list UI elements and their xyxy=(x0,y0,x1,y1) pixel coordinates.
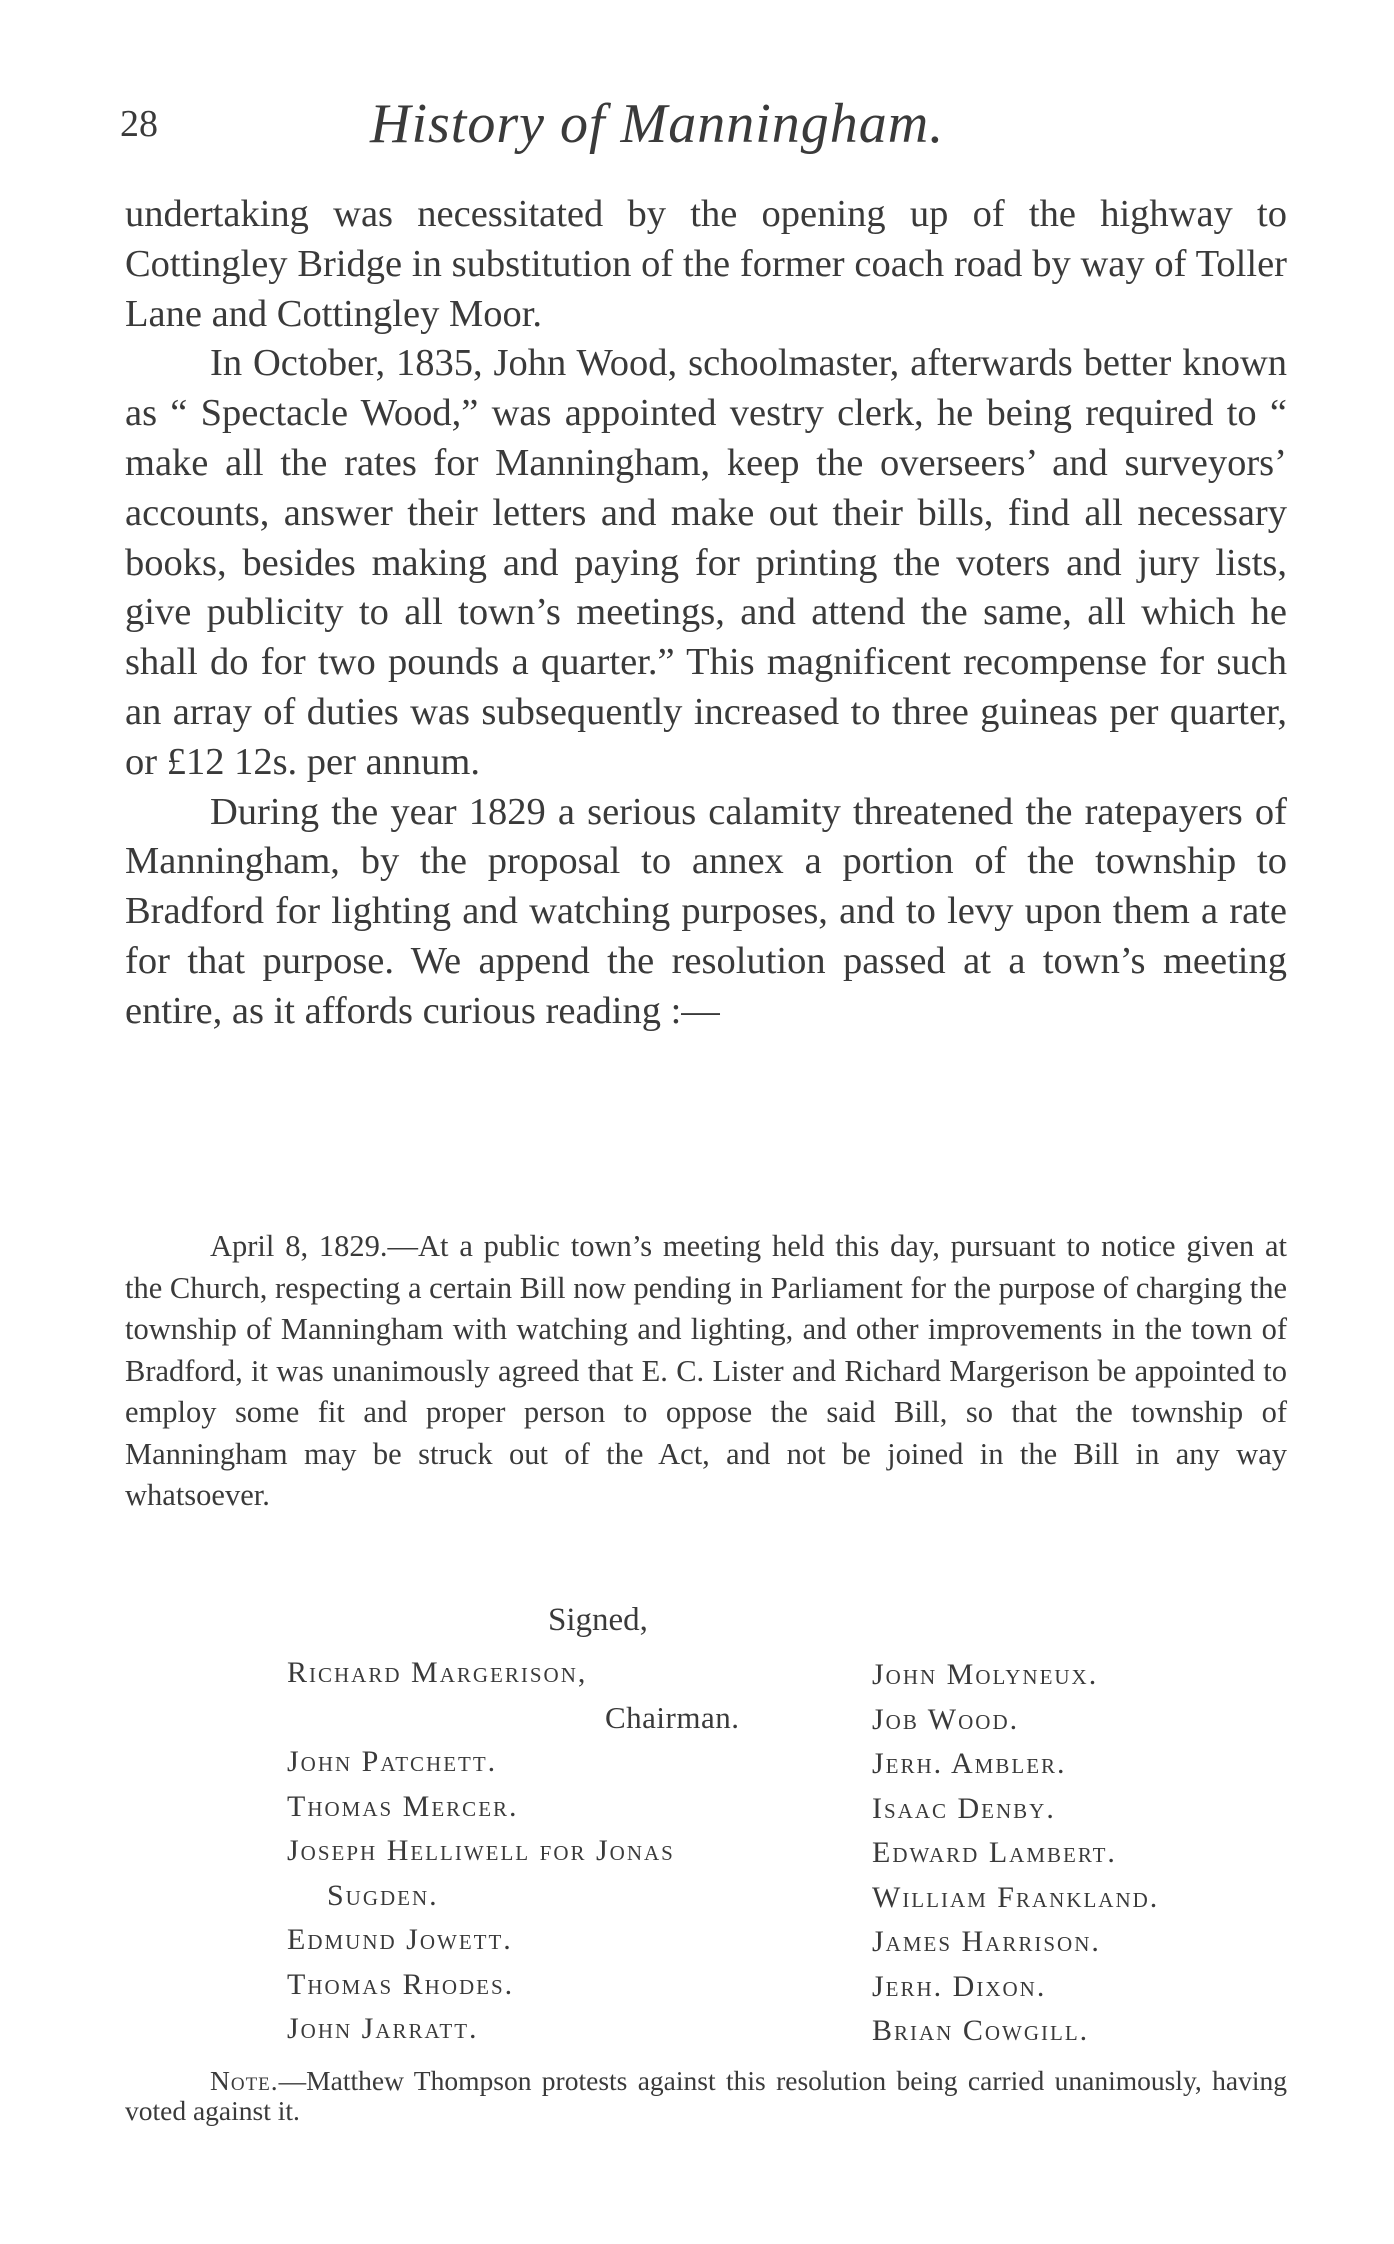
page-number: 28 xyxy=(120,103,158,145)
signatory: Isaac Denby. xyxy=(872,1791,1056,1825)
signatories-left-column xyxy=(287,1651,740,2052)
signatory: James Harrison. xyxy=(872,1925,1101,1958)
signatory: Thomas Mercer. xyxy=(287,1789,519,1823)
running-title: History of Manningham. xyxy=(370,93,945,155)
paragraph-continuation: undertaking was necessitated by the opening up of the highway to Cottingley Bridge in substitution of the former coach road by way of Toller Lane and Cottingley Moor. xyxy=(125,193,1287,335)
signatories-right-column xyxy=(872,1653,1159,2054)
signatory: John Molyneux. xyxy=(872,1658,1099,1691)
signatory-role: Chairman. xyxy=(605,1699,740,1735)
signatory: Richard Margerison, xyxy=(287,1656,588,1689)
signatory: Brian Cowgill. xyxy=(872,2014,1090,2047)
paragraph-vestry-clerk: In October, 1835, John Wood, schoolmaster, afterwards better known as “ Spectacle Wood,” was appointed vestry clerk, he being required to “ make all the rates for Manningham, keep the overseers’ and surveyors’ accounts, answer their letters and make out their bills, find all necessary books, besides making and paying for printing the voters and jury lists, give publicity to all town’s meetings, and attend the same, all which he shall do for two pounds a quarter.” This magnificent recompense for such an array of duties was subsequently increased to three guineas per quarter, or £12 12s. per annum. xyxy=(125,342,1287,783)
footnote-paragraph xyxy=(125,2066,1287,2126)
body-text xyxy=(125,190,1287,1037)
signatory-continuation: Sugden. xyxy=(327,1878,439,1912)
signatory: Job Wood. xyxy=(872,1702,1020,1736)
resolution-text: April 8, 1829.—At a public town’s meeting held this day, pursuant to notice given at the Church, respecting a certain Bill now pending in Parliament for the purpose of charging the township of Manningham with watching and lighting, and other improvements in the town of Bradford, it was unanimously agreed that E. C. Lister and Richard Margerison be appointed to employ some fit and proper person to oppose the said Bill, so that the township of Manningham may be struck out of the Act, and not be joined in the Bill in any way whatsoever. xyxy=(125,1229,1287,1512)
page-header xyxy=(120,92,1290,162)
signatory: Edward Lambert. xyxy=(872,1836,1117,1869)
footnote-text: —Matthew Thompson protests against this resolution being carried unanimously, having voted against it. xyxy=(125,2065,1287,2126)
footnote xyxy=(125,2066,1287,2126)
resolution-quote xyxy=(125,1226,1287,1517)
signatory: Thomas Rhodes. xyxy=(287,1967,515,2001)
signatory: John Patchett. xyxy=(287,1745,498,1778)
paragraph-1829-calamity: During the year 1829 a serious calamity threatened the ratepayers of Manningham, by the proposal to annex a portion of the township to Bradford for lighting and watching purposes, and to levy upon them a rate for that purpose. We append the resolution passed at a town’s meeting entire, as it affords curious reading :— xyxy=(125,790,1287,1032)
footnote-label: Note. xyxy=(210,2065,279,2096)
signatory: William Frankland. xyxy=(872,1880,1160,1914)
signatory: John Jarratt. xyxy=(287,2012,479,2045)
signatory: Joseph Helliwell for Jonas xyxy=(287,1834,675,1867)
signatory: Jerh. Ambler. xyxy=(872,1747,1067,1780)
signatory: Edmund Jowett. xyxy=(287,1923,513,1956)
signatory: Jerh. Dixon. xyxy=(872,1969,1047,2003)
signed-label: Signed, xyxy=(548,1602,648,1638)
